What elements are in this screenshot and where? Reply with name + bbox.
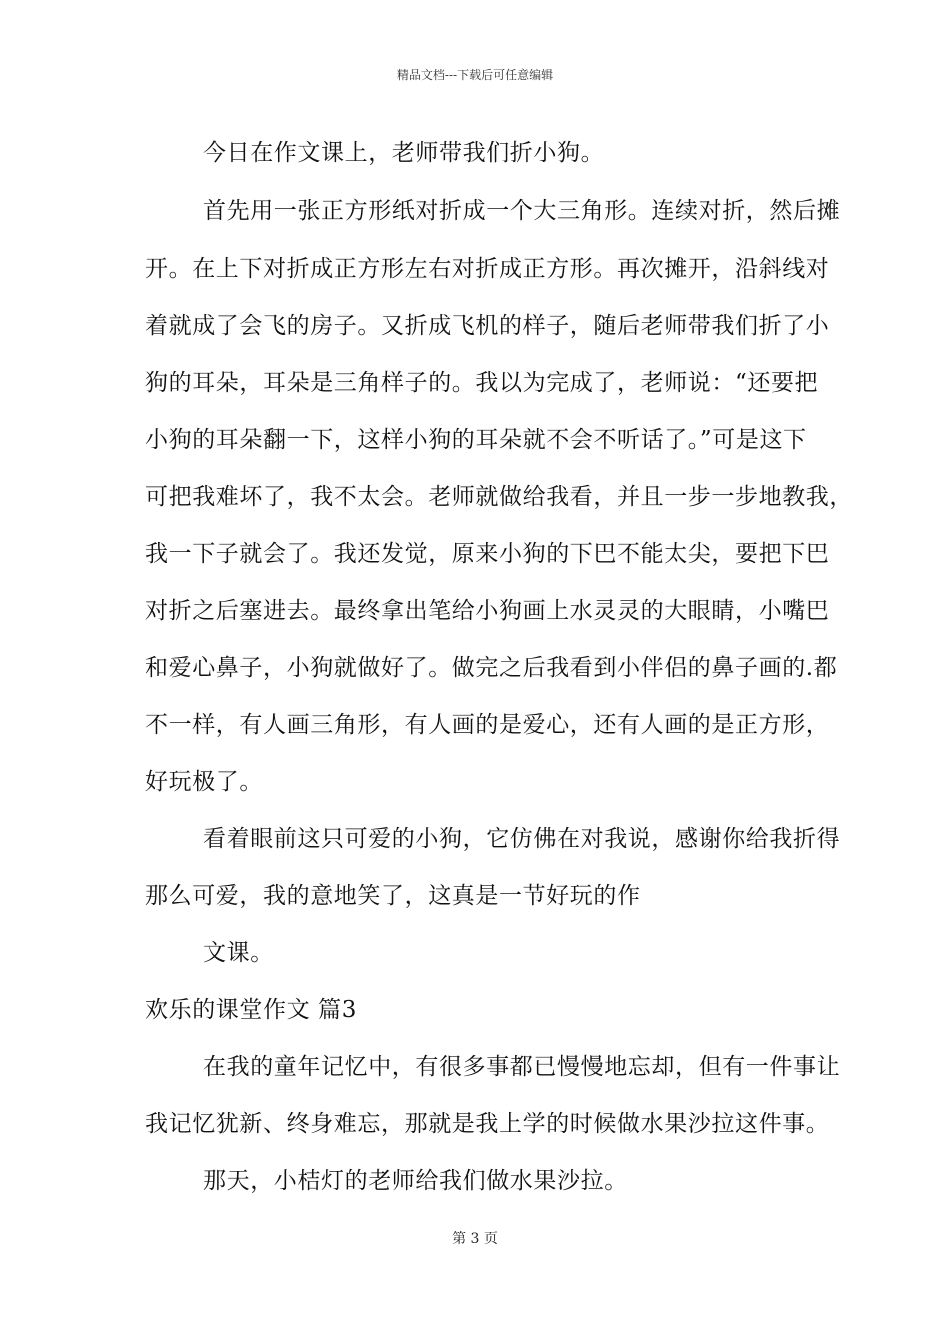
text-line: 在我的童年记忆中，有很多事都已慢慢地忘却，但有一件事让 — [203, 1054, 841, 1080]
page-header: 精品文档---下载后可任意编辑 — [396, 68, 554, 82]
section-heading: 欢乐的课堂作文 篇3 — [145, 997, 357, 1023]
text-line: 着就成了会飞的房子。又折成飞机的样子，随后老师带我们折了小 — [145, 313, 830, 339]
text-line: 和爱心鼻子，小狗就做好了。做完之后我看到小伴侣的鼻子画的.都 — [145, 655, 838, 681]
text-line: 我一下子就会了。我还发觉，原来小狗的下巴不能太尖，要把下巴 — [145, 541, 830, 567]
text-line: 首先用一张正方形纸对折成一个大三角形。连续对折，然后摊 — [203, 198, 841, 224]
text-line: 好玩极了。 — [145, 769, 263, 795]
text-line: 对折之后塞进去。最终拿出笔给小狗画上水灵灵的大眼睛，小嘴巴 — [145, 598, 830, 624]
text-line: 文课。 — [203, 940, 274, 966]
text-line: 不一样，有人画三角形，有人画的是爱心，还有人画的是正方形， — [145, 712, 830, 738]
text-line: 今日在作文课上，老师带我们折小狗。 — [203, 140, 605, 166]
text-line: 我记忆犹新、终身难忘，那就是我上学的时候做水果沙拉这件事。 — [145, 1111, 830, 1137]
page-number: 第 3 页 — [452, 1231, 498, 1247]
text-line: 那天，小桔灯的老师给我们做水果沙拉。 — [203, 1168, 628, 1194]
text-line: 看着眼前这只可爱的小狗，它仿佛在对我说，感谢你给我折得 — [203, 826, 841, 852]
text-line: 小狗的耳朵翻一下，这样小狗的耳朵就不会不听话了。”可是这下 — [145, 427, 807, 453]
text-line: 开。在上下对折成正方形左右对折成正方形。再次摊开，沿斜线对 — [145, 256, 830, 282]
text-line: 狗的耳朵，耳朵是三角样子的。我以为完成了，老师说：“还要把 — [145, 370, 819, 396]
text-line: 可把我难坏了，我不太会。老师就做给我看，并且一步一步地教我， — [145, 484, 853, 510]
text-line: 那么可爱，我的意地笑了，这真是一节好玩的作 — [145, 883, 641, 909]
